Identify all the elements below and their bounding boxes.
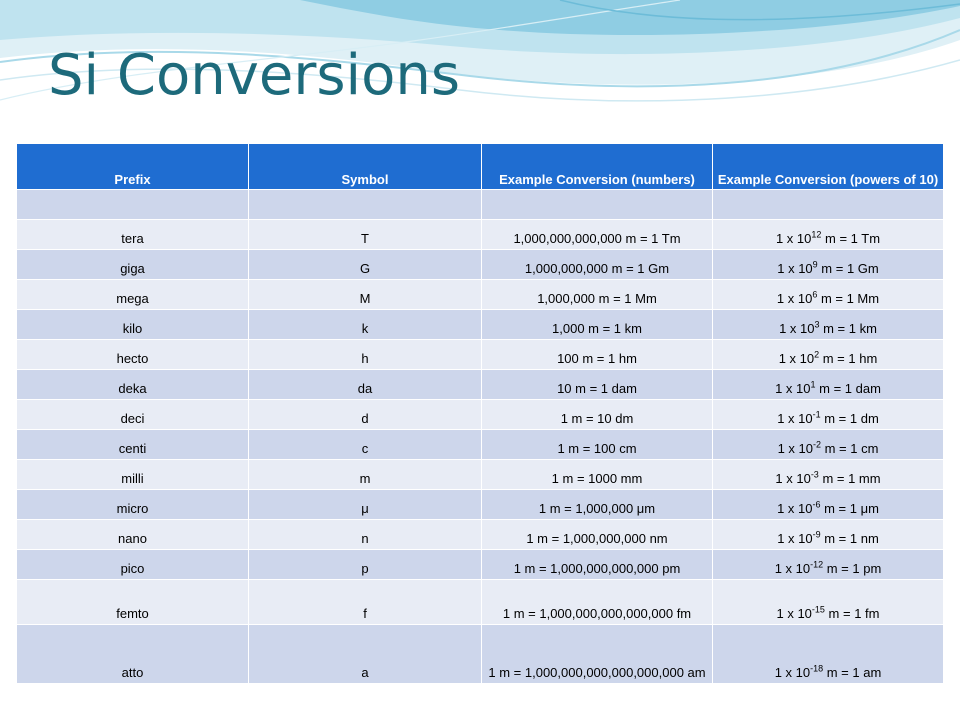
table-row: [17, 220, 944, 250]
cell-prefix: giga: [17, 250, 249, 280]
cell-numbers: 1 m = 1,000,000,000,000,000 fm: [482, 580, 713, 625]
table-row: [17, 250, 944, 280]
cell-prefix: pico: [17, 550, 249, 580]
cell-powers: 1 x $10^{-9}$ m = 1 nm: [713, 520, 944, 550]
cell-symbol: k: [249, 310, 482, 340]
cell-powers: 1 x $10^2$ m = 1 hm: [713, 340, 944, 370]
header-example-powers: Example Conversion (powers of 10): [713, 144, 944, 190]
cell-prefix: hecto: [17, 340, 249, 370]
cell-numbers: 1,000 m = 1 km: [482, 310, 713, 340]
cell-numbers: 1,000,000,000,000 m = 1 Tm: [482, 220, 713, 250]
cell-numbers: 1,000,000,000 m = 1 Gm: [482, 250, 713, 280]
cell-prefix: deka: [17, 370, 249, 400]
cell-powers: 1 x $10^{-12}$ m = 1 pm: [713, 550, 944, 580]
cell-powers: 1 x $10^{-6}$ m = 1 μm: [713, 490, 944, 520]
table-row: [17, 460, 944, 490]
table-row: [17, 520, 944, 550]
table-row: [17, 490, 944, 520]
cell-numbers: 1 m = 10 dm: [482, 400, 713, 430]
table-row: [17, 550, 944, 580]
table-row: [17, 370, 944, 400]
cell-powers: 1 x $10^{-3}$ m = 1 mm: [713, 460, 944, 490]
cell-symbol: n: [249, 520, 482, 550]
table-row: [17, 310, 944, 340]
cell-prefix: femto: [17, 580, 249, 625]
table-header-row: [17, 144, 944, 190]
cell-symbol: m: [249, 460, 482, 490]
cell-prefix: centi: [17, 430, 249, 460]
cell-symbol: T: [249, 220, 482, 250]
table-row-empty: [17, 190, 944, 220]
cell-symbol: M: [249, 280, 482, 310]
cell-numbers: 1 m = 1,000,000 μm: [482, 490, 713, 520]
cell-symbol: p: [249, 550, 482, 580]
cell-prefix: milli: [17, 460, 249, 490]
cell-powers: 1 x $10^3$ m = 1 km: [713, 310, 944, 340]
cell-numbers: 1,000,000 m = 1 Mm: [482, 280, 713, 310]
cell-powers: 1 x $10^{-15}$ m = 1 fm: [713, 580, 944, 625]
cell-symbol: a: [249, 625, 482, 684]
table-row: [17, 400, 944, 430]
cell-prefix: mega: [17, 280, 249, 310]
cell-symbol: h: [249, 340, 482, 370]
cell-powers: 1 x $10^{-1}$ m = 1 dm: [713, 400, 944, 430]
table-row: [17, 625, 944, 684]
header-prefix: Prefix: [17, 144, 249, 190]
table-row: [17, 280, 944, 310]
cell-symbol: c: [249, 430, 482, 460]
cell-powers: 1 x $10^1$ m = 1 dam: [713, 370, 944, 400]
cell-numbers: 100 m = 1 hm: [482, 340, 713, 370]
cell-powers: 1 x $10^6$ m = 1 Mm: [713, 280, 944, 310]
header-symbol: Symbol: [249, 144, 482, 190]
slide-title: Si Conversions: [48, 43, 461, 108]
cell-numbers: 1 m = 1,000,000,000,000,000,000 am: [482, 625, 713, 684]
cell-numbers: 1 m = 1,000,000,000,000 pm: [482, 550, 713, 580]
cell-numbers: 1 m = 100 cm: [482, 430, 713, 460]
table-row: [17, 580, 944, 625]
table-row: [17, 430, 944, 460]
cell-powers: 1 x $10^{12}$ m = 1 Tm: [713, 220, 944, 250]
cell-symbol: G: [249, 250, 482, 280]
table-row: [17, 340, 944, 370]
cell-powers: 1 x $10^{-18}$ m = 1 am: [713, 625, 944, 684]
cell-prefix: deci: [17, 400, 249, 430]
cell-prefix: atto: [17, 625, 249, 684]
cell-numbers: 1 m = 1000 mm: [482, 460, 713, 490]
cell-prefix: tera: [17, 220, 249, 250]
cell-numbers: 10 m = 1 dam: [482, 370, 713, 400]
cell-prefix: nano: [17, 520, 249, 550]
cell-symbol: f: [249, 580, 482, 625]
cell-powers: 1 x $10^9$ m = 1 Gm: [713, 250, 944, 280]
cell-numbers: 1 m = 1,000,000,000 nm: [482, 520, 713, 550]
cell-prefix: kilo: [17, 310, 249, 340]
cell-symbol: da: [249, 370, 482, 400]
header-example-numbers: Example Conversion (numbers): [482, 144, 713, 190]
cell-symbol: μ: [249, 490, 482, 520]
si-conversion-table: [16, 143, 944, 684]
cell-powers: 1 x $10^{-2}$ m = 1 cm: [713, 430, 944, 460]
cell-symbol: d: [249, 400, 482, 430]
cell-prefix: micro: [17, 490, 249, 520]
